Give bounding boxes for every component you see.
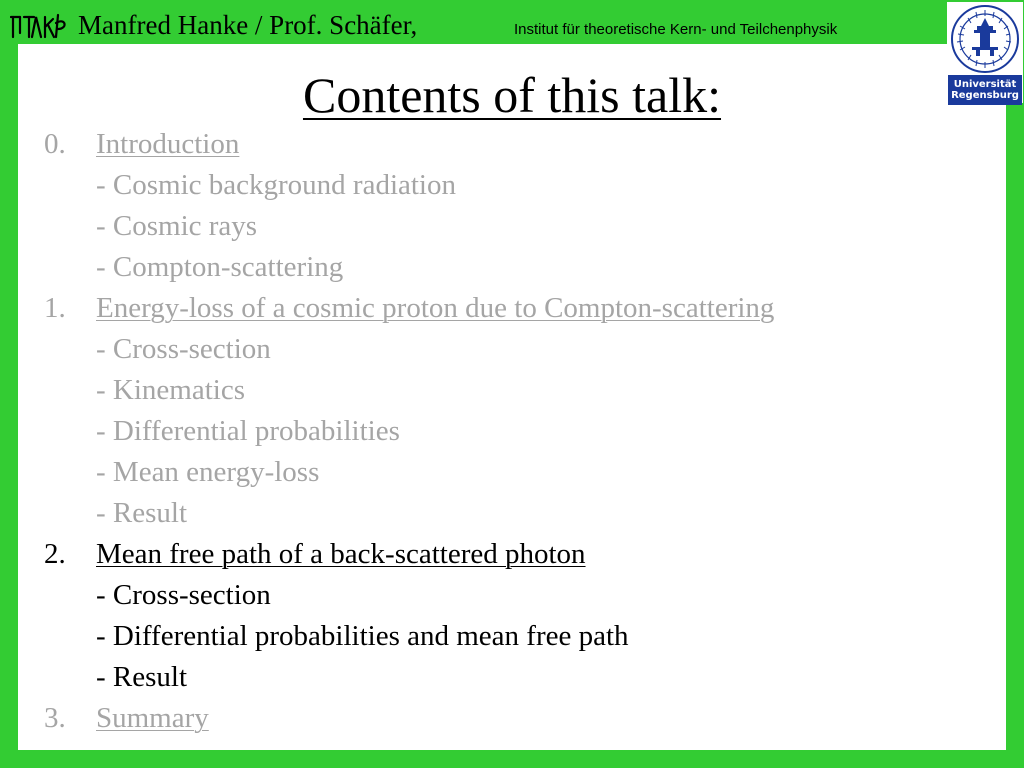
table-of-contents: [0, 124, 1000, 739]
toc-item: [0, 575, 1000, 616]
toc-item: [0, 452, 1000, 493]
section-link-mean-free-path[interactable]: Mean free path of a back-scattered photon: [96, 538, 586, 570]
toc-item: [0, 165, 1000, 206]
toc-item: [0, 247, 1000, 288]
toc-item-text: - Differential probabilities: [96, 415, 400, 447]
toc-item: [0, 657, 1000, 698]
university-seal-icon: [950, 4, 1020, 74]
toc-item: [0, 493, 1000, 534]
toc-item-text: - Cross-section: [96, 333, 271, 365]
toc-item-text: - Kinematics: [96, 374, 245, 406]
toc-item: [0, 411, 1000, 452]
frame-bottom-bar: [0, 750, 1024, 768]
slide-title-container: [0, 66, 1024, 124]
toc-item: [0, 206, 1000, 247]
section-number: 1.: [44, 292, 66, 324]
toc-item-text: - Mean energy-loss: [96, 456, 320, 488]
authors-text: Manfred Hanke / Prof. Schäfer: [78, 10, 411, 40]
authors-separator: ,: [410, 10, 418, 40]
toc-item-text: - Result: [96, 497, 188, 529]
section-number: 3.: [44, 702, 66, 734]
toc-section-2: [0, 534, 1000, 575]
section-link-summary[interactable]: Summary: [96, 702, 209, 734]
toc-item: [0, 616, 1000, 657]
toc-item: [0, 370, 1000, 411]
university-name-line1: Universität: [953, 79, 1017, 90]
section-link-introduction[interactable]: Introduction: [96, 128, 240, 160]
university-name-line2: Regensburg: [951, 90, 1019, 101]
slide-title: Contents of this talk:: [302, 67, 722, 123]
toc-section-1: [0, 288, 1000, 329]
toc-item-text: - Differential probabilities and mean free path: [96, 620, 629, 652]
itkp-logo-icon: [10, 13, 68, 39]
section-number: 0.: [44, 128, 66, 160]
toc-item-text: - Result: [96, 661, 188, 693]
header-institute: Institut für theoretische Kern- und Teilchenphysik: [514, 21, 838, 38]
toc-item: [0, 329, 1000, 370]
section-link-energy-loss[interactable]: Energy-loss of a cosmic proton due to Compton-scattering: [96, 292, 775, 324]
header-authors: [78, 8, 417, 42]
toc-item-text: - Cross-section: [96, 579, 271, 611]
toc-section-0: [0, 124, 1000, 165]
toc-item-text: - Cosmic background radiation: [96, 169, 456, 201]
toc-section-3: [0, 698, 1000, 739]
toc-item-text: - Cosmic rays: [96, 210, 258, 242]
section-number: 2.: [44, 538, 66, 570]
toc-item-text: - Compton-scattering: [96, 251, 344, 283]
